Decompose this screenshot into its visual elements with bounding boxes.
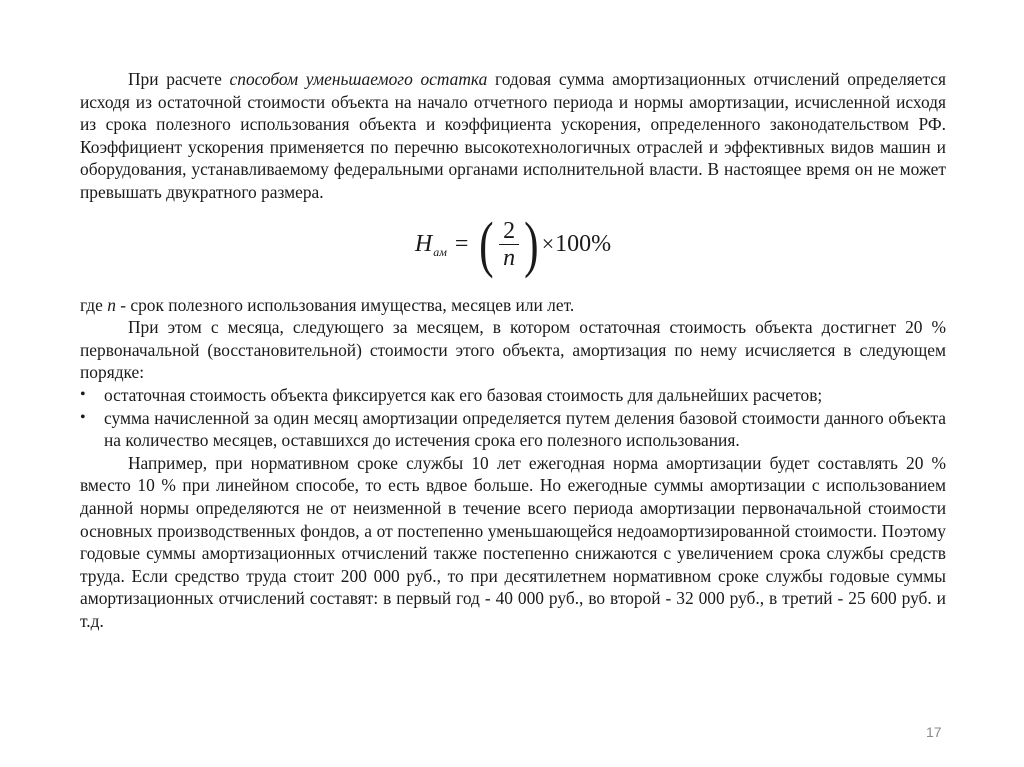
intro-text-pre: При расчете — [128, 69, 230, 89]
page-number: 17 — [926, 724, 942, 740]
formula-fraction — [499, 218, 519, 271]
paragraph-order: При этом с месяца, следующего за месяцем, в котором остаточная стоимость объекта достигнет 20 % первоначальной (восстановительной) стоимости этого объекта, амортизация по нему исчисляется в следующем порядке: — [80, 317, 946, 383]
intro-method-term: способом уменьшаемого остатка — [229, 69, 488, 89]
formula-right-paren: ) — [524, 210, 539, 279]
page-content — [80, 68, 946, 632]
list-item — [80, 384, 946, 407]
depreciation-rate-formula — [80, 210, 946, 280]
formula-equals: = — [454, 231, 469, 258]
paragraph-where — [80, 294, 946, 317]
where-pre: где — [80, 294, 108, 315]
where-variable: n — [107, 294, 116, 315]
formula-subscript: ам — [433, 245, 447, 260]
bullet-marker: • — [80, 385, 86, 403]
paragraph-intro — [80, 68, 946, 204]
formula-left-paren: ( — [479, 210, 494, 279]
where-post: - срок полезного использования имущества, месяцев или лет. — [115, 294, 575, 315]
formula-numerator: 2 — [499, 218, 519, 245]
list-item — [80, 407, 946, 452]
paragraph-example: Например, при нормативном сроке службы 10 лет ежегодная норма амортизации будет составлять 20 % вместо 10 % при линейном способе, то есть вдвое больше. Но ежегодные суммы амортизации с использованием данной нормы определяются не от неизменной в течение всего периода амортизации первоначальной стоимости основных производственных фондов, а от постепенно уменьшающейся недоамортизированной стоимости. Поэтому годовые суммы амортизационных отчислений также постепенно снижаются с увеличением срока службы средств труда. Если средство труда стоит 200 000 руб., то при десятилетнем нормативном сроке службы годовые суммы амортизационных отчислений составят: в первый год - 40 000 руб., во второй - 32 000 руб., в третий - 25 600 руб. и т.д. — [80, 452, 946, 631]
formula-symbol: Н — [414, 231, 433, 258]
intro-text-post: годовая сумма амортизационных отчислений определяется исходя из остаточной стоимости объекта на начало отчетного периода и нормы амортизации, исчисленной исходя из срока полезного использования объекта и коэффициента ускорения, определенного законодательством РФ. Коэффициент ускорения применяется по перечню высокотехнологичных отраслей и эффективных видов машин и оборудования, устанавливаемому федеральными органами исполнительной власти. В настоящее время он не может превышать двукратного размера. — [80, 69, 946, 202]
list-item-text: остаточная стоимость объекта фиксируется как его базовая стоимость для дальнейших расчетов; — [104, 384, 823, 405]
formula-times: × — [541, 231, 555, 257]
formula-percent: 100% — [555, 231, 612, 258]
formula-denominator: n — [503, 245, 516, 272]
bullet-marker: • — [80, 408, 86, 426]
list-item-text: сумма начисленной за один месяц амортизации определяется путем деления базовой стоимости данного объекта на количество месяцев, оставшихся до истечения срока его полезного использования. — [104, 407, 946, 451]
bullet-list — [80, 384, 946, 452]
